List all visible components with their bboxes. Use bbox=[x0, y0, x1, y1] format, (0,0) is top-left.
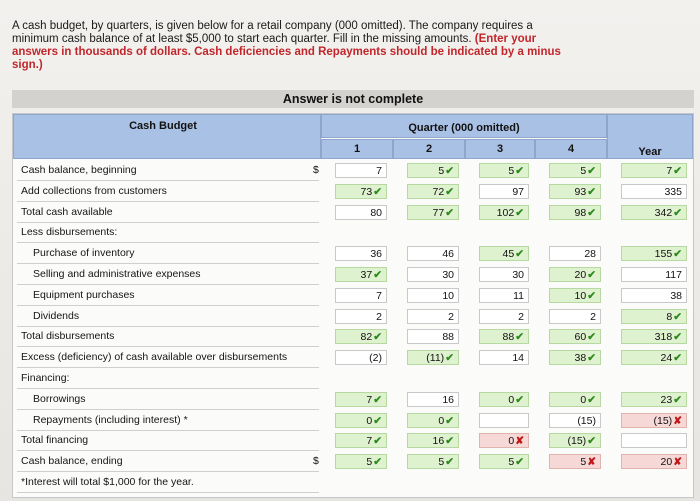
budget-input-cell[interactable] bbox=[549, 246, 601, 261]
cell-value: 14 bbox=[512, 352, 524, 365]
row-divider bbox=[17, 388, 319, 389]
budget-input-cell[interactable] bbox=[407, 267, 459, 282]
cell-value: 10 bbox=[574, 289, 587, 302]
problem-instruction: (Enter your answers in thousands of dollars. Cash deficiencies and Repayments should be indicated by a minus sign.) bbox=[12, 33, 561, 71]
budget-input-cell[interactable] bbox=[335, 288, 387, 303]
cell-value: 80 bbox=[370, 206, 382, 219]
row-divider bbox=[17, 326, 319, 327]
row-label: Add collections from customers bbox=[21, 184, 167, 197]
correct-check-icon: ✔ bbox=[445, 414, 454, 427]
cell-value: 5 bbox=[438, 456, 445, 469]
correct-check-icon: ✔ bbox=[515, 393, 524, 406]
currency-symbol: $ bbox=[313, 164, 319, 176]
cell-value: 2 bbox=[518, 310, 524, 323]
budget-input-cell[interactable] bbox=[335, 267, 387, 282]
budget-input-cell[interactable] bbox=[549, 163, 601, 178]
correct-check-icon: ✔ bbox=[445, 352, 454, 365]
quarter-column-head: 2 bbox=[425, 143, 433, 155]
cell-value: 0 bbox=[508, 393, 515, 406]
budget-input-cell[interactable] bbox=[549, 205, 601, 220]
table-title: Cash Budget bbox=[129, 120, 197, 132]
row-divider bbox=[17, 346, 319, 347]
row-divider bbox=[17, 305, 319, 306]
budget-input-cell[interactable] bbox=[407, 163, 459, 178]
budget-input-cell[interactable] bbox=[549, 184, 601, 199]
row-divider bbox=[17, 430, 319, 431]
quarter-column-head: 4 bbox=[567, 143, 575, 155]
budget-input-cell[interactable] bbox=[621, 413, 687, 428]
budget-input-cell[interactable] bbox=[407, 413, 459, 428]
quarter-column-head: 1 bbox=[353, 143, 361, 155]
cell-value: (15) bbox=[567, 435, 587, 448]
budget-input-cell[interactable] bbox=[621, 246, 687, 261]
budget-input-cell[interactable] bbox=[335, 163, 387, 178]
cell-value: 2 bbox=[376, 310, 382, 323]
row-divider bbox=[17, 263, 319, 264]
budget-input-cell[interactable] bbox=[479, 205, 529, 220]
budget-input-cell[interactable] bbox=[335, 205, 387, 220]
correct-check-icon: ✔ bbox=[587, 206, 596, 219]
cell-value: 11 bbox=[513, 289, 524, 302]
cell-value: 73 bbox=[360, 185, 373, 198]
budget-input-cell[interactable] bbox=[621, 267, 687, 282]
incorrect-x-icon: ✘ bbox=[673, 456, 682, 469]
correct-check-icon: ✔ bbox=[587, 393, 596, 406]
budget-input-cell[interactable] bbox=[621, 329, 687, 344]
budget-input-cell[interactable] bbox=[479, 267, 529, 282]
row-divider bbox=[17, 284, 319, 285]
cell-value: 36 bbox=[370, 248, 382, 261]
correct-check-icon: ✔ bbox=[373, 435, 382, 448]
budget-input-cell[interactable] bbox=[549, 267, 601, 282]
cell-value: 2 bbox=[590, 310, 596, 323]
row-divider bbox=[17, 409, 319, 410]
quarter-column-head: 3 bbox=[496, 143, 504, 155]
budget-input-cell[interactable] bbox=[549, 288, 601, 303]
cell-value: 24 bbox=[660, 352, 673, 365]
cell-value: (15) bbox=[653, 414, 673, 427]
cell-value: 117 bbox=[665, 269, 682, 281]
cell-value: 2 bbox=[448, 310, 454, 323]
budget-input-cell[interactable] bbox=[549, 309, 601, 324]
cell-value: 5 bbox=[366, 456, 373, 469]
correct-check-icon: ✔ bbox=[373, 393, 382, 406]
correct-check-icon: ✔ bbox=[673, 393, 682, 406]
cell-value: 5 bbox=[580, 456, 587, 469]
cell-value: 8 bbox=[666, 310, 673, 323]
row-label: Financing: bbox=[21, 372, 70, 384]
cell-value: 7 bbox=[376, 289, 382, 302]
row-divider bbox=[17, 242, 319, 243]
budget-input-cell[interactable] bbox=[479, 329, 529, 344]
correct-check-icon: ✔ bbox=[515, 248, 524, 261]
cell-value: 5 bbox=[508, 165, 515, 177]
incorrect-x-icon: ✘ bbox=[673, 414, 682, 427]
cell-value: 335 bbox=[664, 185, 682, 198]
correct-check-icon: ✔ bbox=[673, 248, 682, 261]
cell-value: 88 bbox=[502, 331, 515, 344]
correct-check-icon: ✔ bbox=[445, 456, 454, 469]
cell-value: 46 bbox=[442, 248, 454, 261]
cell-value: 342 bbox=[654, 206, 673, 219]
cell-value: (2) bbox=[369, 352, 382, 365]
incorrect-x-icon: ✘ bbox=[587, 456, 596, 469]
row-divider bbox=[17, 471, 319, 472]
cell-value: 38 bbox=[670, 289, 682, 302]
row-divider bbox=[17, 450, 319, 451]
correct-check-icon: ✔ bbox=[673, 206, 682, 219]
budget-input-cell[interactable] bbox=[407, 246, 459, 261]
correct-check-icon: ✔ bbox=[373, 456, 382, 469]
correct-check-icon: ✔ bbox=[673, 331, 682, 344]
cell-value: 16 bbox=[442, 393, 454, 406]
budget-input-cell[interactable] bbox=[335, 309, 387, 324]
cell-value: 102 bbox=[496, 206, 515, 219]
budget-input-cell[interactable] bbox=[407, 184, 459, 199]
correct-check-icon: ✔ bbox=[373, 331, 382, 344]
budget-input-cell[interactable] bbox=[479, 309, 529, 324]
budget-input-cell[interactable] bbox=[479, 413, 529, 428]
budget-input-cell[interactable] bbox=[407, 433, 459, 448]
cell-value: 155 bbox=[654, 248, 673, 261]
year-column-head: Year bbox=[638, 146, 662, 158]
cell-value: 5 bbox=[438, 165, 445, 177]
row-label: Equipment purchases bbox=[33, 288, 135, 301]
correct-check-icon: ✔ bbox=[373, 185, 382, 198]
correct-check-icon: ✔ bbox=[587, 269, 596, 281]
budget-input-cell[interactable] bbox=[621, 184, 687, 199]
cell-value: 7 bbox=[366, 435, 373, 448]
budget-input-cell[interactable] bbox=[335, 392, 387, 407]
correct-check-icon: ✔ bbox=[373, 269, 382, 281]
correct-check-icon: ✔ bbox=[587, 435, 596, 448]
cell-value: 30 bbox=[512, 269, 524, 281]
cell-value: 37 bbox=[360, 269, 373, 281]
row-label: Selling and administrative expenses bbox=[33, 268, 201, 280]
budget-input-cell[interactable] bbox=[407, 392, 459, 407]
cell-value: 38 bbox=[574, 352, 587, 365]
budget-input-cell[interactable] bbox=[407, 205, 459, 220]
correct-check-icon: ✔ bbox=[515, 206, 524, 219]
cell-value: 5 bbox=[580, 165, 587, 177]
cell-value: 0 bbox=[438, 414, 445, 427]
row-divider bbox=[17, 222, 319, 223]
row-label: *Interest will total $1,000 for the year. bbox=[21, 476, 194, 488]
currency-symbol: $ bbox=[313, 455, 319, 468]
budget-input-cell[interactable] bbox=[621, 454, 687, 469]
row-label: Purchase of inventory bbox=[33, 247, 135, 260]
row-divider bbox=[17, 180, 319, 181]
row-label: Borrowings bbox=[33, 392, 86, 405]
cell-value: 0 bbox=[508, 435, 515, 448]
cell-value: 0 bbox=[580, 393, 587, 406]
cell-value: 5 bbox=[508, 456, 515, 469]
problem-text: A cash budget, by quarters, is given below for a retail company (000 omitted). The company requires a minimum cash balance of at least $5,000 to start each quarter. Fill in the missing amounts. bbox=[12, 20, 533, 45]
cell-value: (15) bbox=[577, 414, 596, 427]
budget-input-cell[interactable] bbox=[479, 392, 529, 407]
budget-input-cell[interactable] bbox=[335, 350, 387, 365]
budget-input-cell[interactable] bbox=[549, 413, 601, 428]
budget-input-cell[interactable] bbox=[407, 309, 459, 324]
correct-check-icon: ✔ bbox=[445, 435, 454, 448]
correct-check-icon: ✔ bbox=[373, 414, 382, 427]
budget-input-cell[interactable] bbox=[621, 309, 687, 324]
correct-check-icon: ✔ bbox=[587, 165, 596, 177]
correct-check-icon: ✔ bbox=[587, 352, 596, 365]
quarter-header: Quarter (000 omitted) bbox=[408, 122, 520, 134]
correct-check-icon: ✔ bbox=[587, 185, 596, 198]
budget-input-cell[interactable] bbox=[479, 350, 529, 365]
cell-value: 16 bbox=[432, 435, 445, 448]
budget-input-cell[interactable] bbox=[479, 163, 529, 178]
budget-input-cell[interactable] bbox=[407, 454, 459, 469]
row-label: Cash balance, beginning bbox=[21, 164, 137, 176]
cell-value: 7 bbox=[366, 393, 373, 406]
correct-check-icon: ✔ bbox=[445, 165, 454, 177]
cell-value: 88 bbox=[442, 331, 454, 344]
correct-check-icon: ✔ bbox=[445, 185, 454, 198]
answer-status-banner: Answer is not complete bbox=[12, 90, 694, 108]
cell-value: 82 bbox=[360, 331, 373, 344]
cell-value: 72 bbox=[432, 185, 445, 198]
correct-check-icon: ✔ bbox=[587, 331, 596, 344]
budget-input-cell[interactable] bbox=[479, 433, 529, 448]
budget-input-cell[interactable] bbox=[479, 288, 529, 303]
cash-budget-table bbox=[12, 113, 694, 498]
cell-value: 28 bbox=[584, 248, 596, 261]
row-divider bbox=[17, 492, 319, 493]
correct-check-icon: ✔ bbox=[673, 310, 682, 323]
budget-input-cell[interactable] bbox=[335, 433, 387, 448]
row-label: Less disbursements: bbox=[21, 226, 118, 239]
cell-value: 30 bbox=[442, 269, 454, 281]
cell-value: 23 bbox=[660, 393, 673, 406]
budget-input-cell[interactable] bbox=[621, 392, 687, 407]
budget-input-cell[interactable] bbox=[549, 392, 601, 407]
budget-input-cell[interactable] bbox=[335, 184, 387, 199]
budget-input-cell[interactable] bbox=[479, 184, 529, 199]
budget-input-cell[interactable] bbox=[621, 163, 687, 178]
budget-input-cell[interactable] bbox=[621, 288, 687, 303]
budget-input-cell[interactable] bbox=[335, 246, 387, 261]
budget-input-cell[interactable] bbox=[407, 329, 459, 344]
cell-value: 77 bbox=[432, 206, 445, 219]
cell-value: 10 bbox=[442, 289, 454, 302]
correct-check-icon: ✔ bbox=[515, 456, 524, 469]
row-label: Repayments (including interest) * bbox=[33, 413, 188, 426]
cell-value: 93 bbox=[574, 185, 587, 198]
budget-input-cell[interactable] bbox=[407, 350, 459, 365]
cell-value: 45 bbox=[502, 248, 515, 261]
budget-input-cell[interactable] bbox=[549, 350, 601, 365]
correct-check-icon: ✔ bbox=[673, 165, 682, 177]
row-label: Cash balance, ending bbox=[21, 455, 123, 468]
budget-input-cell[interactable] bbox=[335, 329, 387, 344]
budget-input-cell[interactable] bbox=[549, 433, 601, 448]
correct-check-icon: ✔ bbox=[673, 352, 682, 365]
cell-value: 7 bbox=[376, 165, 382, 177]
budget-input-cell[interactable] bbox=[549, 454, 601, 469]
cell-value: 20 bbox=[660, 456, 673, 469]
budget-input-cell[interactable] bbox=[549, 329, 601, 344]
budget-input-cell[interactable] bbox=[407, 288, 459, 303]
budget-input-cell[interactable] bbox=[479, 454, 529, 469]
budget-input-cell[interactable] bbox=[621, 350, 687, 365]
row-label: Dividends bbox=[33, 309, 80, 322]
problem-statement bbox=[12, 20, 567, 72]
row-label: Total cash available bbox=[21, 205, 113, 218]
row-divider bbox=[17, 201, 319, 202]
row-label: Total financing bbox=[21, 434, 89, 447]
cell-value: 318 bbox=[654, 331, 673, 344]
budget-input-cell[interactable] bbox=[621, 205, 687, 220]
correct-check-icon: ✔ bbox=[587, 289, 596, 302]
cell-value: (11) bbox=[426, 352, 445, 365]
budget-input-cell[interactable] bbox=[335, 413, 387, 428]
cell-value: 20 bbox=[574, 269, 587, 281]
cell-value: 98 bbox=[574, 206, 587, 219]
row-label: Total disbursements bbox=[21, 330, 115, 343]
budget-input-cell[interactable] bbox=[335, 454, 387, 469]
correct-check-icon: ✔ bbox=[515, 331, 524, 344]
cell-value: 60 bbox=[574, 331, 587, 344]
correct-check-icon: ✔ bbox=[515, 165, 524, 177]
cell-value: 0 bbox=[366, 414, 373, 427]
row-label: Excess (deficiency) of cash available over disbursements bbox=[21, 351, 288, 364]
correct-check-icon: ✔ bbox=[445, 206, 454, 219]
incorrect-x-icon: ✘ bbox=[515, 435, 524, 448]
row-divider bbox=[17, 367, 319, 368]
cell-value: 7 bbox=[666, 165, 673, 177]
cell-value: 97 bbox=[512, 185, 524, 198]
budget-input-cell[interactable] bbox=[479, 246, 529, 261]
budget-input-cell[interactable] bbox=[621, 433, 687, 448]
